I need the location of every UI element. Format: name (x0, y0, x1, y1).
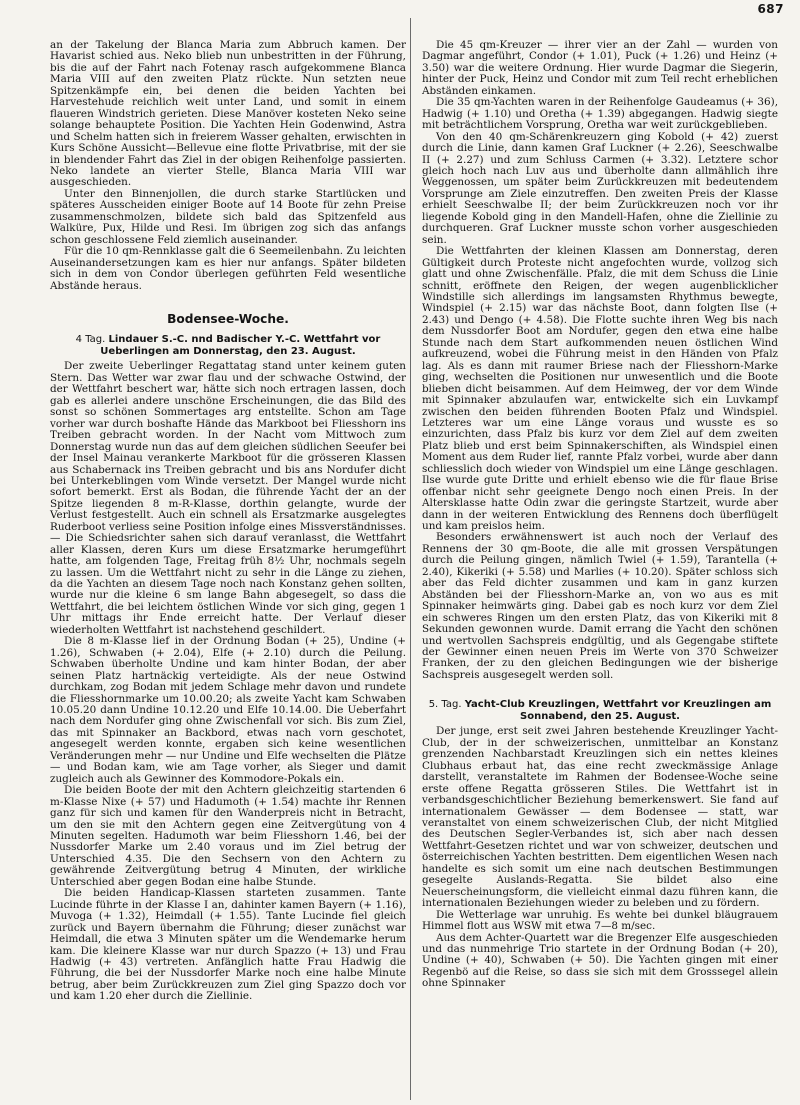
page-number: 687 (757, 2, 784, 16)
paragraph: Für die 10 qm-Rennklasse galt die 6 Seemeilenbahn. Zu leichten Auseinandersetzungen kam es hier nur anfangs. Später bildeten sich in dem von Condor überlegen geführten Feld wesentliche Abstände heraus. (50, 245, 406, 292)
race-day-label: 4 Tag. (75, 334, 106, 346)
paragraph: Die 45 qm-Kreuzer — ihrer vier an der Zahl — wurden von Dagmar angeführt, Condor (+ 1.01), Puck (+ 1.26) und Heinz (+ 3.50) war die weitere Ordnung. Hier wurde Dagmar die Siegerin, hinter der Puck, Heinz und Condor mit zum Teil recht erheblichen Abständen einkamen. (422, 39, 778, 97)
section-title: Bodensee-Woche. (167, 311, 289, 326)
paragraph: Unter den Binnenjollen, die durch starke Startlücken und späteres Ausscheiden einiger Boote auf 14 Boote für zehn Preise zusammenschmolzen, bildete sich bald das Spitzenfeld aus Walküre, Pux, Hilde und Resi. Im übrigen zog sich das anfangs schon geschlossene Feld ziemlich auseinander. (50, 187, 406, 246)
right-column (422, 40, 778, 990)
paragraph: Die Wettfahrten der kleinen Klassen am Donnerstag, deren Gültigkeit durch Proteste nicht angefochten wurde, vollzog sich glatt und ohne Zwischenfälle. Pfalz, die mit dem Schuss die Linie schnitt, eröffnete den Reigen, der wegen augenblicklicher Windstille sich allerdings im langsamsten Rhythmus bewegte, Windspiel (+ 2.15) war das nächste Boot, dann folgten Ilse (+ 2.43) und Dengo (+ 4.58). Die Flotte suchte ihren Weg bis nach dem Nussdorfer Boot am Nordufer, gegen den etwa eine halbe Stunde nach dem Start aufkommenden neuen östlichen Wind aufkreuzend, wobei die Führung meist in den Händen von Pfalz lag. Als es dann mit raumer Briese nach der Fliesshorn-Marke ging, wechselten die Positionen nur unwesentlich und die Boote blieben dicht beisammen. Auf dem Heimweg, der vor dem Winde mit Spinnaker abzulaufen war, entwickelte sich ein Luvkampf zwischen den beiden führenden Booten Pfalz und Windspiel. Letzteres war um eine Länge voraus und wusste es so einzurichten, dass Pfalz bis kurz vor dem Ziel auf dem zweiten Platz blieb und erst beim Spinnakerschiften, als Windspiel einen Moment aus dem Ruder lief, rannte Pfalz vorbei, wurde aber dann schliesslich doch wieder von Windspiel um eine Länge geschlagen. Ilse wurde gute Dritte und erhielt ebenso wie die für flaue Brise offenbar nicht sehr geeignete Dengo noch einen Preis. In der Altersklasse hatte Odin zwar die geringste Startzeit, wurde aber dann in der weiteren Entwicklung des Rennens doch überflügelt und kam preislos heim. (422, 245, 778, 533)
race-day-label: 5. Tag. (428, 699, 462, 711)
race-day-title: Lindauer S.-C. nnd Badischer Y.-C. Wettfahrt vor Ueberlingen am Donnerstag, den 23. August. (100, 334, 381, 358)
left-column (50, 40, 406, 1003)
paragraph: Besonders erwähnenswert ist auch noch der Verlauf des Rennens der 30 qm-Boote, die alle mit grossen Verspätungen durch die Peilung gingen, nämlich Twiel (+ 1.59), Tarantella (+ 2.40), Kikeriki (+ 5.58) und Marlies (+ 10.20). Später schloss sich aber das Feld dichter zusammen und kam in ganz kurzen Abständen bei der Fliesshorn-Marke an, von wo aus es mit Spinnaker heimwärts ging. Dabei gab es noch kurz vor dem Ziel ein schweres Ringen um den ersten Platz, das von Kikeriki mit 8 Sekunden gewonnen wurde. Damit errang die Yacht den schönen und wertvollen Sachspreis endgültig, und als Gegengabe stiftete der Gewinner einen neuen Preis im Werte von 370 Schweizer Franken, der zu den gleichen Bedingungen wie der bisherige Sachspreis ausgesegelt werden soll. (422, 531, 778, 681)
column-divider (410, 18, 411, 1100)
paragraph: Die beiden Handicap-Klassen starteten zusammen. Tante Lucinde führte in der Klasse I an, dahinter kamen Bayern (+ 1.16), Muvoga (+ 1.32), Heimdall (+ 1.55). Tante Lucinde fiel gleich zurück und Bayern übernahm die Führung; dieser zunächst war Heimdall, die etwa 3 Minuten später um die Wendemarke herum kam. Die kleinere Klasse war nur durch Spazzo (+ 13) und Frau Hadwig (+ 43) vertreten. Anfänglich hatte Frau Hadwig die Führung, die bei der Nussdorfer Marke noch eine halbe Minute betrug, aber beim Zurückkreuzen zum Ziel ging Spazzo doch vor und kam 1.20 eher durch die Ziellinie. (50, 887, 406, 1003)
paragraph: Von den 40 qm-Schärenkreuzern ging Kobold (+ 42) zuerst durch die Linie, dann kamen Graf Luckner (+ 2.26), Seeschwalbe II (+ 2.27) und zum Schluss Carmen (+ 3.32). Letztere schor gleich hoch nach Luv aus und überholte dann allmählich ihre Weggenossen, um später beim Zurückkreuzen mit bedeutendem Vorsprunge am Ziele einzutreffen. Den zweiten Preis der Klasse erhielt Seeschwalbe II; der beim Zurückkreuzen noch vor ihr liegende Kobold ging in den Mandell-Hafen, ohne die Ziellinie zu durchqueren. Graf Luckner musste schon vorher ausgeschieden sein. (422, 130, 778, 246)
race-day-title: Yacht-Club Kreuzlingen, Wettfahrt vor Kreuzlingen am Sonnabend, den 25. August. (464, 699, 772, 723)
race-day-heading (50, 334, 406, 358)
paragraph: Die beiden Boote der mit den Achtern gleichzeitig startenden 6 m-Klasse Nixe (+ 57) und Hadumoth (+ 1.54) machte ihr Rennen ganz für sich und kamen für den Wanderpreis nicht in Betracht, um den sie mit den Achtern gegen eine Zeitvergütung von 4 Minuten segelten. Hadumoth war beim Fliesshorn 1.46, bei der Nussdorfer Marke um 2.40 voraus und im Ziel betrug der Unterschied 4.35. Die den Sechsern von den Achtern zu gewährende Zeitvergütung betrug 4 Minuten, der wirkliche Unterschied aber gegen Bodan eine halbe Stunde. (50, 784, 406, 888)
paragraph: Der zweite Ueberlinger Regattatag stand unter keinem guten Stern. Das Wetter war zwar flau und der schwache Ostwind, der der Wettfahrt beschert war, hätte sich noch ertragen lassen, doch gab es allerlei andere unschöne Erscheinungen, die das Bild des sonst so schönen Sommertages arg entstellte. Schon am Tage vorher war durch boshafte Hände das Markboot bei Fliesshorn ins Treiben gebracht worden. In der Nacht vom Mittwoch zum Donnerstag wurde nun das auf dem gleichen südlichen Seeufer bei der Insel Mainau verankerte Markboot für die grösseren Klassen aus Schabernack ins Treiben gebracht und bis ans Nordufer dicht bei Unterkeblingen vom Winde versetzt. Der Mangel wurde nicht sofort bemerkt. Erst als Bodan, die führende Yacht der an der Spitze liegenden 8 m-R-Klasse, dorthin gelangte, wurde der Verlust festgestellt. Auch ein schnell als Ersatzmarke ausgelegtes Ruderboot verliess seine Position infolge eines Missverständnisses. — Die Schiedsrichter sahen sich darauf veranlasst, die Wettfahrt aller Klassen, deren Kurs um diese Ersatzmarke herumgeführt hatte, am folgenden Tage, Freitag früh 8½ Uhr, nochmals segeln zu lassen. Um die Wettfahrt nicht zu sehr in die Länge zu ziehen, da die Yachten an diesem Tage noch nach Konstanz gehen sollten, wurde nur die kleine 6 sm lange Bahn abgesegelt, so dass die Wettfahrt, die bei leichtem östlichen Winde vor sich ging, gegen 1 Uhr mittags ihr Ende erreicht hatte. Der Verlauf dieser wiederholten Wettfahrt ist nachstehend geschildert. (50, 360, 406, 636)
paragraph: Aus dem Achter-Quartett war die Bregenzer Elfe ausgeschieden und das nunmehrige Trio startete in der Ordnung Bodan (+ 20), Undine (+ 40), Schwaben (+ 50). Die Yachten gingen mit einer Regenbö auf die Reise, so dass sie sich mit dem Grosssegel allein ohne Spinnaker (422, 931, 778, 990)
paragraph: an der Takelung der Blanca Maria zum Abbruch kamen. Der Havarist schied aus. Neko blieb nun unbestritten in der Führung, bis die auf der Fahrt nach Fotenay rasch aufgekommene Blanca Maria VIII auf den zweiten Platz rückte. Nun setzten neue Spitzenkämpfe ein, bei denen die beiden Yachten bei Harvestehude reichlich weit unter Land, und somit in einem flaueren Windstrich gerieten. Diese Manöver kosteten Neko seine solange behauptete Position. Die Yachten Hein Godenwind, Astra und Schelm hatten sich in freierem Wasser gehalten, erwischten in Kurs Schöne Aussicht—Bellevue eine flotte Privatbrise, mit der sie in blendender Fahrt das Ziel in der obigen Reihenfolge passierten. Neko landete an vierter Stelle, Blanca Maria VIII war ausgeschieden. (50, 39, 406, 189)
paragraph: Die 35 qm-Yachten waren in der Reihenfolge Gaudeamus (+ 36), Hadwig (+ 1.10) und Oretha (+ 1.39) abgegangen. Hadwig siegte mit beträchtlichem Vorsprung, Oretha war weit zurückgeblieben. (422, 96, 778, 132)
race-day-heading (422, 699, 778, 723)
paragraph: Der junge, erst seit zwei Jahren bestehende Kreuzlinger Yacht-Club, der in der schweizerischen, unmittelbar an Konstanz grenzenden Nachbarstadt Kreuzlingen sich ein nettes kleines Clubhaus erbaut hat, das eine recht zweckmässige Anlage darstellt, veranstaltete im Rahmen der Bodensee-Woche seine erste offene Regatta grösseren Stiles. Die Wettfahrt ist in verbandsgeschichtlicher Beziehung bemerkenswert. Sie fand auf internationalem Gewässer — dem Bodensee — statt, war veranstaltet von einem schweizerischen Club, der nicht Mitglied des Deutschen Segler-Verbandes ist, sich aber nach dessen Wettfahrt-Gesetzen richtet und war von schweizer, deutschen und österreichischen Yachten bestritten. Dem eigentlichen Wesen nach handelte es sich somit um eine nach deutschen Bestimmungen gesegelte Auslands-Regatta. Sie bildet also eine Neuerscheinungsform, die vielleicht einmal dazu führen kann, die internationalen Beziehungen wieder zu beleben und zu fördern. (422, 725, 778, 910)
paragraph: Die 8 m-Klasse lief in der Ordnung Bodan (+ 25), Undine (+ 1.26), Schwaben (+ 2.04), Elfe (+ 2.10) durch die Peilung. Schwaben überholte Undine und kam hinter Bodan, der aber seinen Platz hartnäckig verteidigte. Als der neue Ostwind durchkam, zog Bodan mit jedem Schlage mehr davon und rundete die Fliesshornmarke um 10.00.20; als zweite Yacht kam Schwaben 10.05.20 dann Undine 10.12.20 und Elfe 10.14.00. Die Ueberfahrt nach dem Nordufer ging ohne Zwischenfall vor sich. Bis zum Ziel, das mit Spinnaker an Backbord, etwas nach vorn geschotet, angesegelt werden konnte, ergaben sich keine wesentlichen Veränderungen mehr — nur Undine und Elfe wechselten die Plätze — und Bodan kam, wie am Tage vorher, als Sieger und damit zugleich auch als Gewinner des Kommodore-Pokals ein. (50, 635, 406, 785)
paragraph: Die Wetterlage war unruhig. Es wehte bei dunkel bläugrauem Himmel flott aus WSW mit etwa 7—8 m/sec. (422, 908, 778, 933)
